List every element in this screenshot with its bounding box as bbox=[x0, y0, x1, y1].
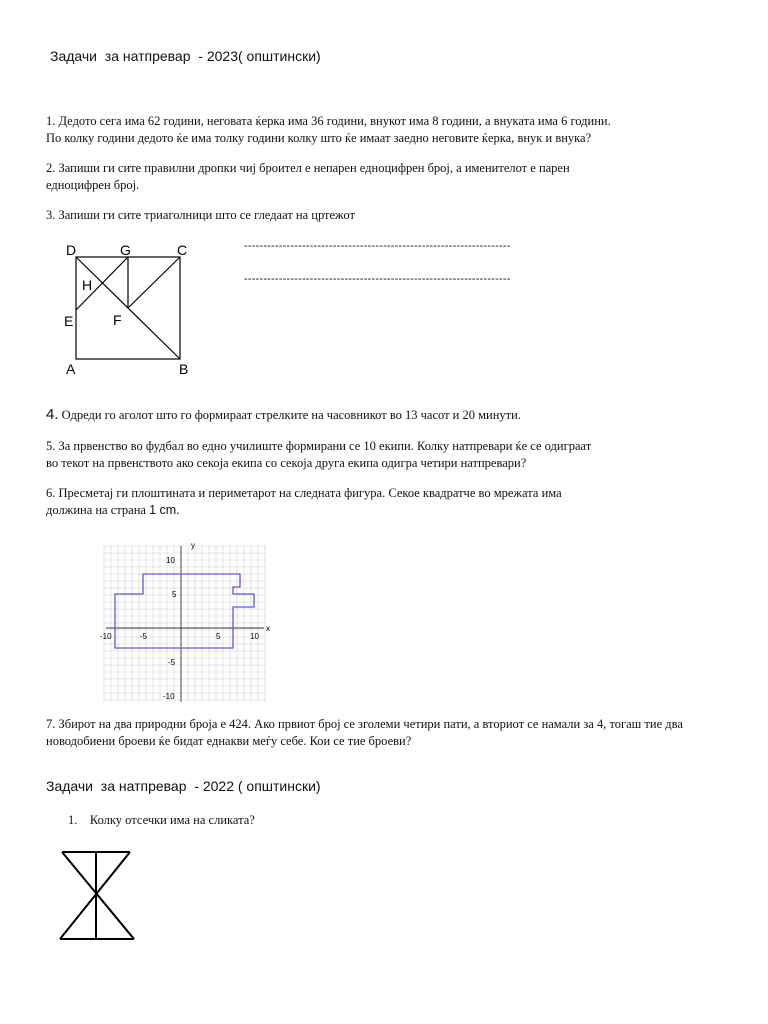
task-7 bbox=[46, 716, 683, 750]
tick-x-minus-5: -5 bbox=[140, 632, 148, 641]
grid-lines bbox=[104, 546, 266, 702]
task-5 bbox=[46, 438, 591, 472]
task-2022-1-number: 1. bbox=[68, 813, 78, 827]
task-5-line-2: во текот на првенството ако секоја екипа со секоја друга екипа одигра четири натпревари? bbox=[46, 456, 527, 470]
task-7-line-2: новодобиени броеви ќе бидат еднакви меѓу себе. Кои се тие броеви? bbox=[46, 734, 412, 748]
answer-line-2: --------------------------------------------------------------------- bbox=[244, 273, 511, 285]
task-6 bbox=[46, 485, 562, 519]
answer-line-1: --------------------------------------------------------------------- bbox=[244, 240, 511, 252]
line-fc bbox=[128, 257, 180, 308]
task-2 bbox=[46, 160, 570, 194]
task-4-text: Одреди го аголот што го формираат стрелките на часовникот во 13 часот и 20 минути. bbox=[61, 408, 521, 422]
tick-y-minus-10: -10 bbox=[163, 692, 175, 701]
task-2-line-2: едноцифрен број. bbox=[46, 178, 140, 192]
task-4 bbox=[46, 406, 521, 424]
axis-y-label: y bbox=[191, 541, 195, 550]
task-2-line-1: 2. Запиши ги сите правилни дропки чиј броител е непарен едноцифрен број, а именителот е парен bbox=[46, 161, 570, 175]
label-d: D bbox=[66, 242, 77, 258]
label-e: E bbox=[64, 313, 74, 329]
grid-figure bbox=[96, 540, 276, 704]
diagonal-segment-1 bbox=[62, 852, 134, 939]
task-2022-1 bbox=[68, 812, 255, 829]
label-a: A bbox=[66, 361, 76, 377]
task-5-line-1: 5. За првенство во фудбал во едно училиште формирани се 10 екипи. Колку натпревари ќе се одиграат bbox=[46, 439, 592, 453]
task-2022-1-text: Колку отсечки има на сликата? bbox=[89, 813, 255, 827]
task-6-line-2-b: 1 cm. bbox=[149, 503, 180, 517]
segments-figure bbox=[54, 845, 140, 945]
label-f: F bbox=[113, 312, 122, 328]
label-g: G bbox=[120, 242, 131, 258]
task-3-line-1: 3. Запиши ги сите триаголници што се гледаат на цртежот bbox=[46, 208, 355, 222]
task-6-line-2-a: должина на страна bbox=[46, 503, 150, 517]
task-1 bbox=[46, 113, 611, 147]
task-6-line-1: 6. Пресметај ги плоштината и периметарот на следната фигура. Секое квадратче во мрежата има bbox=[46, 486, 562, 500]
task-1-line-2: По колку години дедото ќе има толку години колку што ќе имаат заедно неговите ќерка, внук и внука? bbox=[46, 131, 592, 145]
task-4-number: 4. bbox=[46, 406, 59, 423]
tick-x-5: 5 bbox=[216, 632, 221, 641]
label-b: B bbox=[179, 361, 189, 377]
task-1-line-1: 1. Дедото сега има 62 години, неговата ќерка има 36 години, внукот има 8 години, а внуката има 6 години. bbox=[46, 114, 611, 128]
label-c: C bbox=[177, 242, 188, 258]
task-3 bbox=[46, 207, 355, 224]
triangles-figure bbox=[58, 238, 208, 380]
tick-y-minus-5: -5 bbox=[168, 658, 176, 667]
tick-y-5: 5 bbox=[172, 590, 177, 599]
tick-y-10: 10 bbox=[166, 556, 175, 565]
tick-x-minus-10: -10 bbox=[100, 632, 112, 641]
section-title-2022: Задачи за натпревар - 2022 ( општински) bbox=[46, 778, 321, 794]
section-title-2023: Задачи за натпревар - 2023( општински) bbox=[50, 48, 321, 64]
task-7-line-1: 7. Збирот на два природни броја е 424. Ако првиот број се зголеми четири пати, а вториот се намали за 4, тогаш тие два bbox=[46, 717, 683, 731]
axis-x-label: x bbox=[266, 624, 270, 633]
label-h: H bbox=[82, 277, 93, 293]
tick-x-10: 10 bbox=[250, 632, 259, 641]
